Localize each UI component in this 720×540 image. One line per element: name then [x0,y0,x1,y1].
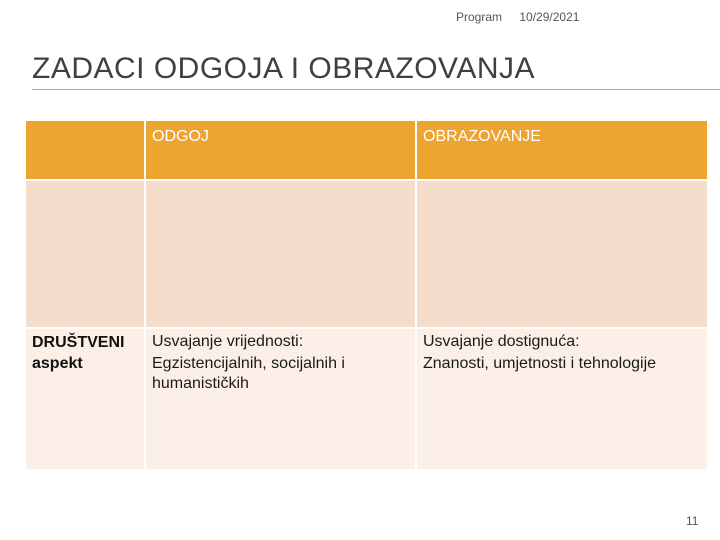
odgoj-cell [145,328,416,470]
row-label: DRUŠTVENI aspekt [32,334,125,372]
column-header: ODGOJ [152,128,209,145]
obrazovanje-body: Znanosti, umjetnosti i tehnologije [423,355,657,372]
table-cell [416,180,708,328]
odgoj-heading: Usvajanje vrijednosti: [152,333,304,350]
table-row-empty [25,180,708,328]
header-cell-empty [25,120,145,180]
header-meta [456,10,579,24]
page-number: 11 [686,514,699,528]
table-header-row [25,120,708,180]
program-label: Program [456,10,503,24]
table-cell [25,180,145,328]
header-cell-obrazovanje [416,120,708,180]
column-header [26,121,144,128]
obrazovanje-cell [416,328,708,470]
slide-date: 10/29/2021 [519,10,580,24]
row-label-cell [25,328,145,470]
odgoj-body: Egzistencijalnih, socijalnih i humanističkih [152,355,345,392]
content-table [24,119,709,471]
table-row-drustveni [25,328,708,470]
table-cell [145,180,416,328]
obrazovanje-heading: Usvajanje dostignuća: [423,333,580,350]
title-divider [32,89,720,90]
column-header: OBRAZOVANJE [423,128,541,145]
header-cell-odgoj [145,120,416,180]
slide-title: ZADACI ODGOJA I OBRAZOVANJA [32,52,536,85]
